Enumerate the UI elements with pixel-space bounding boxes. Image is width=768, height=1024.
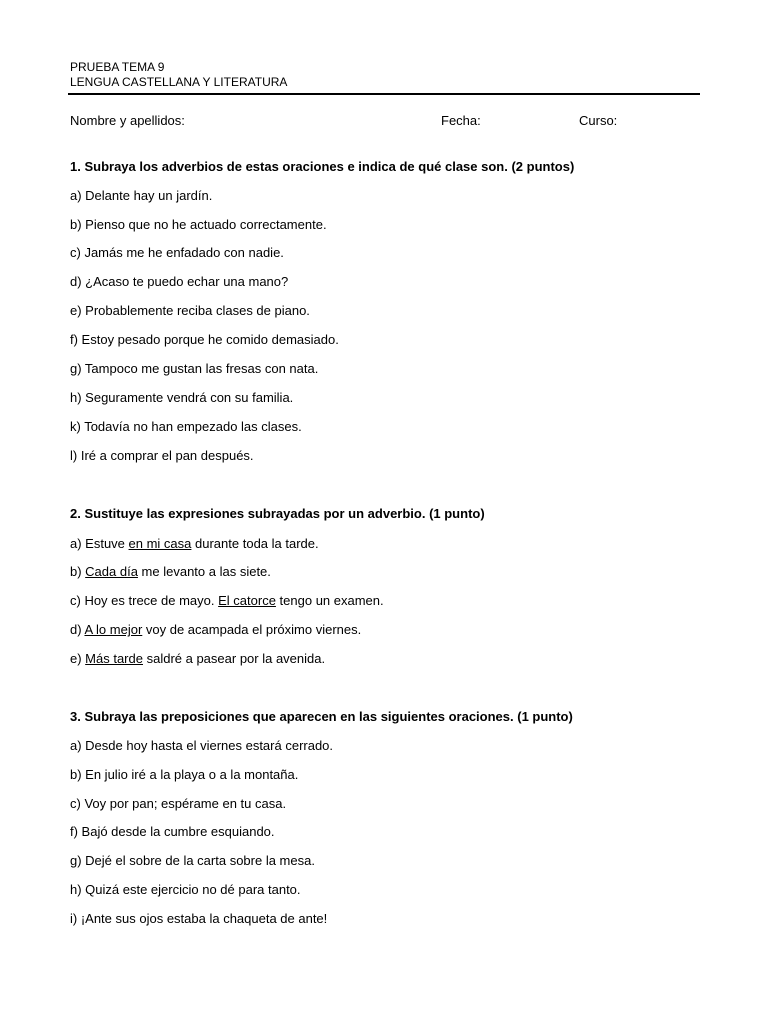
question-2-item <box>70 593 384 608</box>
question-1-item: l) Iré a comprar el pan después. <box>70 448 254 463</box>
question-1-item: f) Estoy pesado porque he comido demasiado. <box>70 332 339 347</box>
header-exam-title: PRUEBA TEMA 9 <box>70 60 165 74</box>
item-text: b) <box>70 564 86 579</box>
item-text: saldré a pasear por la avenida. <box>142 651 326 666</box>
question-1-item: e) Probablemente reciba clases de piano. <box>70 303 310 318</box>
question-1-item: k) Todavía no han empezado las clases. <box>70 419 302 434</box>
item-text: e) <box>70 651 86 666</box>
question-1-item: d) ¿Acaso te puedo echar una mano? <box>70 274 289 289</box>
item-text: durante toda la tarde. <box>191 536 319 551</box>
underlined-expression: en mi casa <box>128 536 192 551</box>
question-1-item: g) Tampoco me gustan las fresas con nata. <box>70 361 319 376</box>
question-3-item: a) Desde hoy hasta el viernes estará cerrado. <box>70 738 334 753</box>
item-text: me levanto a las siete. <box>137 564 271 579</box>
underlined-expression: Más tarde <box>85 651 143 666</box>
item-text: d) <box>70 622 85 637</box>
question-1-title: 1. Subraya los adverbios de estas oraciones e indica de qué clase son. (2 puntos) <box>70 159 575 174</box>
date-label: Fecha: <box>441 113 481 128</box>
question-3-item: i) ¡Ante sus ojos estaba la chaqueta de ante! <box>70 911 328 926</box>
question-2-title: 2. Sustituye las expresiones subrayadas por un adverbio. (1 punto) <box>70 506 485 521</box>
student-info-row <box>70 113 700 129</box>
question-3-item: g) Dejé el sobre de la carta sobre la mesa. <box>70 853 315 868</box>
item-text: c) Hoy es trece de mayo. <box>70 593 219 608</box>
item-text: voy de acampada el próximo viernes. <box>142 622 362 637</box>
question-1-item: c) Jamás me he enfadado con nadie. <box>70 245 284 260</box>
underlined-expression: El catorce <box>218 593 276 608</box>
header-subject: LENGUA CASTELLANA Y LITERATURA <box>70 75 288 89</box>
question-2-item <box>70 564 271 579</box>
header-divider <box>68 93 700 95</box>
question-3-item: f) Bajó desde la cumbre esquiando. <box>70 824 275 839</box>
name-label: Nombre y apellidos: <box>70 113 185 128</box>
document-header <box>70 60 287 90</box>
item-text: tengo un examen. <box>275 593 384 608</box>
question-3-title: 3. Subraya las preposiciones que aparecen en las siguientes oraciones. (1 punto) <box>70 709 573 724</box>
item-text: a) Estuve <box>70 536 129 551</box>
underlined-expression: A lo mejor <box>84 622 143 637</box>
question-2-item <box>70 651 325 666</box>
underlined-expression: Cada día <box>85 564 138 579</box>
question-2-item <box>70 536 319 551</box>
course-label: Curso: <box>579 113 618 128</box>
question-2-item <box>70 622 361 637</box>
question-1-item: b) Pienso que no he actuado correctamente. <box>70 217 327 232</box>
question-1-item: a) Delante hay un jardín. <box>70 188 213 203</box>
question-1-item: h) Seguramente vendrá con su familia. <box>70 390 294 405</box>
question-3-item: b) En julio iré a la playa o a la montaña. <box>70 767 299 782</box>
question-3-item: c) Voy por pan; espérame en tu casa. <box>70 796 287 811</box>
question-3-item: h) Quizá este ejercicio no dé para tanto. <box>70 882 301 897</box>
